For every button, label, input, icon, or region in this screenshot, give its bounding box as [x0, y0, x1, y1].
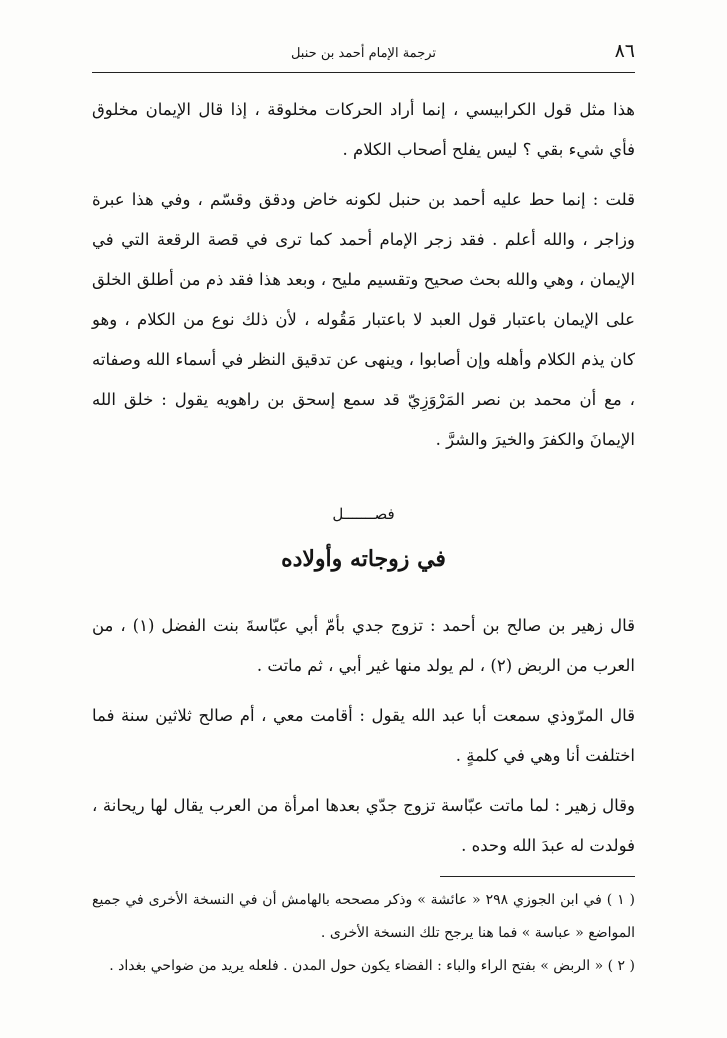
page-header — [92, 40, 635, 70]
footnote: ( ٢ ) « الربض » بفتح الراء والباء : الفضاء يكون حول المدن . فلعله يريد من ضواحي بغداد . — [109, 958, 635, 974]
main-text — [92, 90, 635, 460]
section-text — [92, 606, 635, 866]
footnotes — [92, 884, 635, 983]
paragraph: قال المرّوذي سمعت أبا عبد الله يقول : أقامت معي ، أم صالح ثلاثين سنة فما اختلفت أنا وهي في كلمةٍ . — [92, 706, 635, 765]
paragraph: قال زهير بن صالح بن أحمد : تزوج جدي بأمّ أبي عبّاسةَ بنت الفضل (١) ، من العرب من الربض (٢) ، لم يولد منها غير أبي ، ثم ماتت . — [92, 616, 636, 675]
running-title: ترجمة الإمام أحمد بن حنبل — [290, 46, 437, 61]
footnote: ( ١ ) في ابن الجوزي ٢٩٨ « عائشة » وذكر مصححه بالهامش أن في النسخة الأخرى في جميع المواضع « عباسة » فما هنا يرجح تلك النسخة الأخرى . — [92, 892, 635, 941]
paragraph: وقال زهير : لما ماتت عبّاسة تزوج جدّي بعدها امرأة من العرب يقال لها ريحانة ، فولدت له عبدَ الله وحده . — [92, 796, 635, 855]
footnote-rule — [440, 876, 635, 877]
paragraph: قلت : إنما حط عليه أحمد بن حنبل لكونه خاض ودقق وقسّم ، وفي هذا عبرة وزاجر ، والله أعلم . فقد زجر الإمام أحمد كما ترى في قصة الرقعة التي في الإيمان ، وهي والله بحث صحيح وتقسيم مليح ، وبعد هذا فقد ذم من أطلق الخلق على الإيمان باعتبار قول العبد لا باعتبار مَقُوله ، لأن ذلك نوع من الكلام ، وهو كان يذم الكلام وأهله وإن أصابوا ، وينهى عن تدقيق النظر في أسماء الله وصفاته ، مع أن محمد بن نصر المَرْوَزِيّ قد سمع إسحق بن راهويه يقول : خلق الله الإيمانَ والكفرَ والخيرَ والشرَّ . — [92, 190, 635, 449]
header-rule — [92, 72, 635, 73]
page-number: ٨٦ — [614, 40, 635, 62]
section-heading: في زوجاته وأولاده — [281, 546, 446, 572]
paragraph: هذا مثل قول الكرابيسي ، إنما أراد الحركات مخلوقة ، إذا قال الإيمان مخلوق فأي شيء بقي ؟ ليس يفلح أصحاب الكلام . — [92, 100, 635, 159]
section-label: فصـــــــل — [332, 505, 395, 523]
